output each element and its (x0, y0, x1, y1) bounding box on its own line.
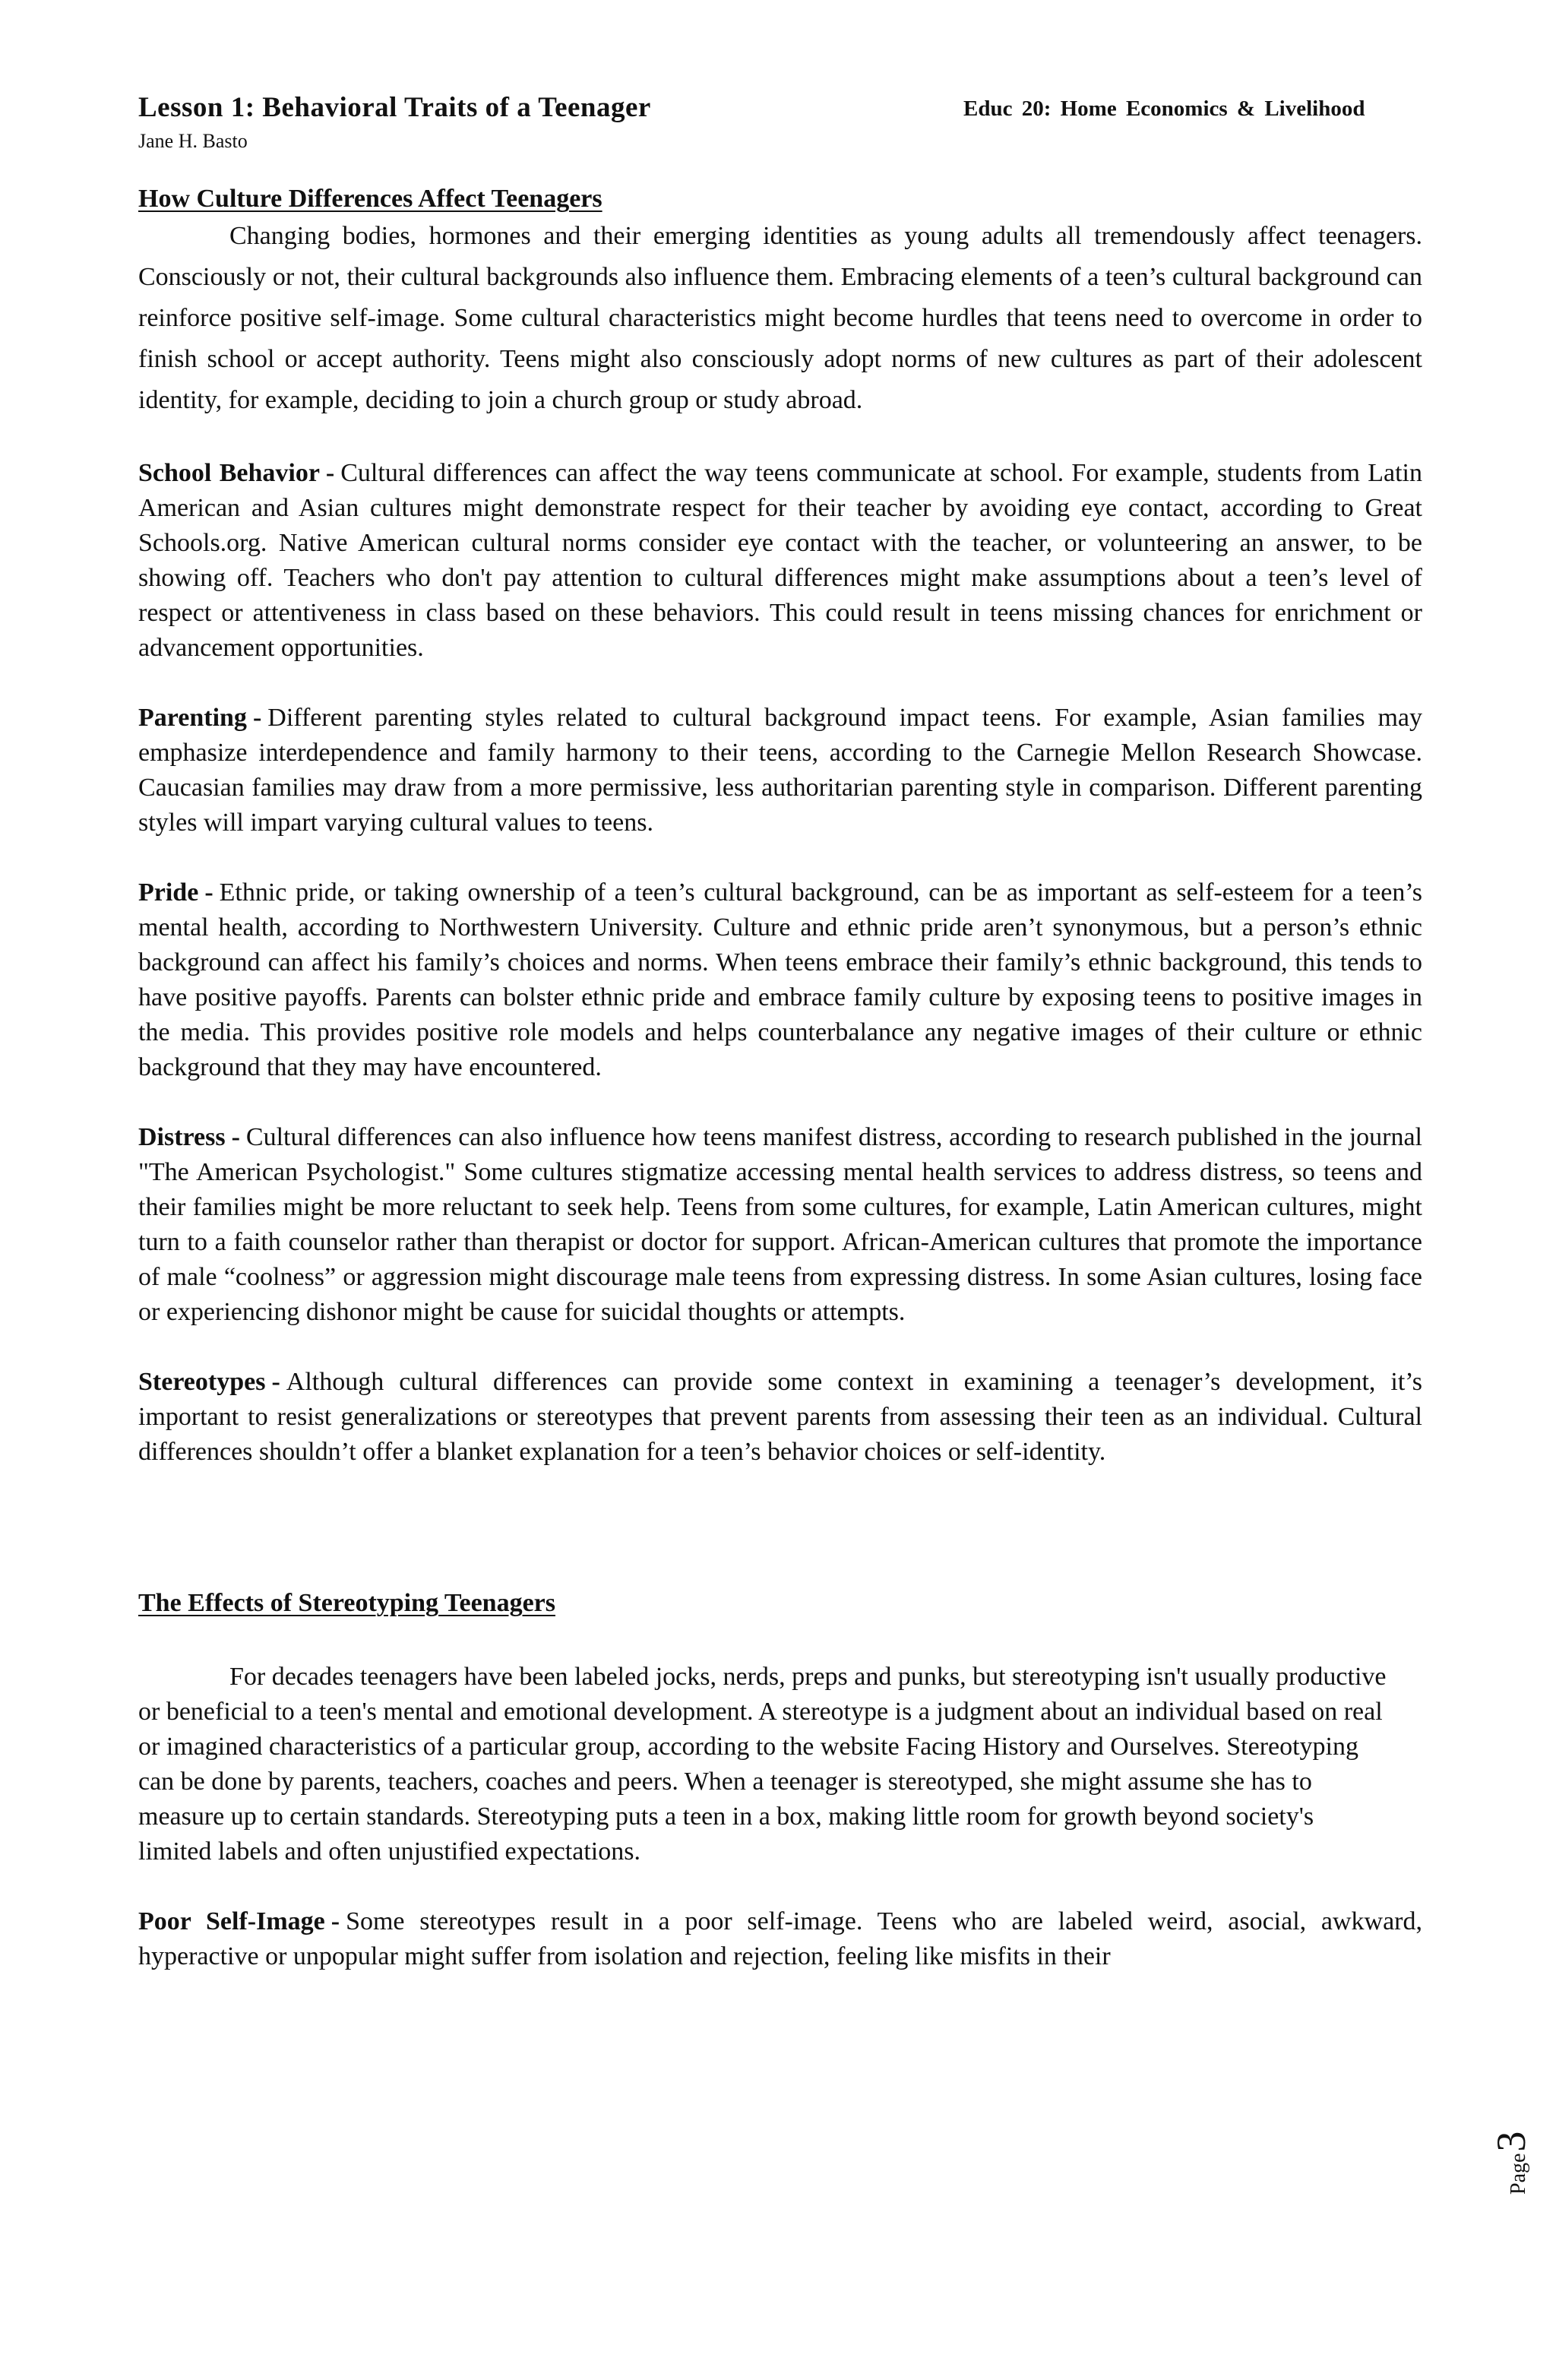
paragraph-text: Cultural differences can also influence how teens manifest distress, according to research published in the journal "The American Psychologist." Some cultures stigmatize accessing mental health services to address distress, so teens and their families might be more reluctant to seek help. Teens from some cultures, for example, Latin American cultures, might turn to a faith counselor rather than therapist or doctor for support. African-American cultures that promote the importance of male “coolness” or aggression might discourage male teens from expressing distress. In some Asian cultures, losing face or experiencing dishonor might be cause for suicidal thoughts or attempts. (138, 1123, 1422, 1326)
paragraph-text: Different parenting styles related to cultural background impact teens. For example, Asian families may emphasize interdependence and family harmony to their teens, according to the Carnegie Mellon Research Showcase. Caucasian families may draw from a more permissive, less authoritarian parenting style in comparison. Different parenting styles will impart varying cultural values to teens. (138, 704, 1422, 837)
page-word: Page (1507, 2153, 1530, 2195)
term-separator: - (325, 459, 335, 487)
paragraph-text: Although cultural differences can provide some context in examining a teenager’s development, it’s important to resist generalizations or stereotypes that prevent parents from assessing their teen as an individual. Cultural differences shouldn’t offer a blanket explanation for a teen’s behavior choices or self-identity. (138, 1368, 1422, 1466)
section-intro-stereotyping: For decades teenagers have been labeled jocks, nerds, preps and punks, but stereotyping isn't usually productive or beneficial to a teen's mental and emotional development. A stereotype is a judgment about an individual based on real or imagined characteristics of a particular group, according to the website Facing History and Ourselves. Stereotyping can be done by parents, teachers, coaches and peers. When a teenager is stereotyped, she might assume she has to measure up to certain standards. Stereotyping puts a teen in a box, making little room for growth beyond society's limited labels and often unjustified expectations. (138, 1663, 1387, 1866)
section-heading-culture: How Culture Differences Affect Teenagers (138, 185, 602, 213)
section-heading-stereotyping: The Effects of Stereotyping Teenagers (138, 1589, 555, 1617)
term-separator: - (231, 1123, 240, 1151)
term-separator: - (252, 704, 262, 732)
paragraph-stereotypes (138, 1365, 1422, 1470)
term-separator: - (271, 1368, 280, 1396)
paragraph-term: Parenting (138, 704, 247, 732)
paragraph-term: Poor Self-Image (138, 1907, 325, 1935)
paragraph-term: Stereotypes (138, 1368, 266, 1396)
page-number: 3 (1488, 2131, 1534, 2152)
document-body (138, 182, 1422, 1974)
paragraph-term: Distress (138, 1123, 226, 1151)
course-title: Educ 20: Home Economics & Livelihood (963, 97, 1365, 121)
paragraph-term: Pride (138, 878, 199, 907)
paragraph-text: Some stereotypes result in a poor self-image. Teens who are labeled weird, asocial, awkward, hyperactive or unpopular might suffer from isolation and rejection, feeling like misfits in their (138, 1907, 1423, 1970)
section-intro-culture: Changing bodies, hormones and their emerging identities as young adults all tremendously affect teenagers. Consciously or not, their cultural backgrounds also influence them. Embracing elements of a teen’s cultural background can reinforce positive self-image. Some cultural characteristics might become hurdles that teens need to overcome in order to finish school or accept authority. Teens might also consciously adopt norms of new cultures as part of their adolescent identity, for example, deciding to join a church group or study abroad. (138, 222, 1422, 414)
paragraph-text: Cultural differences can affect the way teens communicate at school. For example, students from Latin American and Asian cultures might demonstrate respect for their teacher by avoiding eye contact, according to Great Schools.org. Native American cultural norms consider eye contact with the teacher, or volunteering an answer, to be showing off. Teachers who don't pay attention to cultural differences might make assumptions about a teen’s level of respect or attentiveness in class based on these behaviors. This could result in teens missing chances for enrichment or advancement opportunities. (138, 459, 1422, 662)
paragraph-term: School Behavior (138, 459, 320, 487)
term-separator: - (330, 1907, 340, 1935)
author-name: Jane H. Basto (138, 130, 248, 152)
paragraph-pride (138, 875, 1422, 1085)
paragraph-parenting (138, 701, 1422, 840)
paragraph-distress (138, 1120, 1422, 1330)
paragraph-text: Ethnic pride, or taking ownership of a teen’s cultural background, can be as important as self-esteem for a teen’s mental health, according to Northwestern University. Culture and ethnic pride aren’t synonymous, but a person’s ethnic background can affect his family’s choices and norms. When teens embrace their family’s ethnic background, this tends to have positive payoffs. Parents can bolster ethnic pride and embrace family culture by exposing teens to positive images in the media. This provides positive role models and helps counterbalance any negative images of their culture or ethnic background that they may have encountered. (138, 878, 1422, 1081)
header-left (138, 90, 651, 157)
term-separator: - (204, 878, 213, 907)
lesson-title: Lesson 1: Behavioral Traits of a Teenager (138, 92, 651, 123)
page-number-label (1488, 2132, 1535, 2195)
paragraph-school-behavior (138, 456, 1422, 666)
paragraph-poor-self-image (138, 1904, 1422, 1974)
